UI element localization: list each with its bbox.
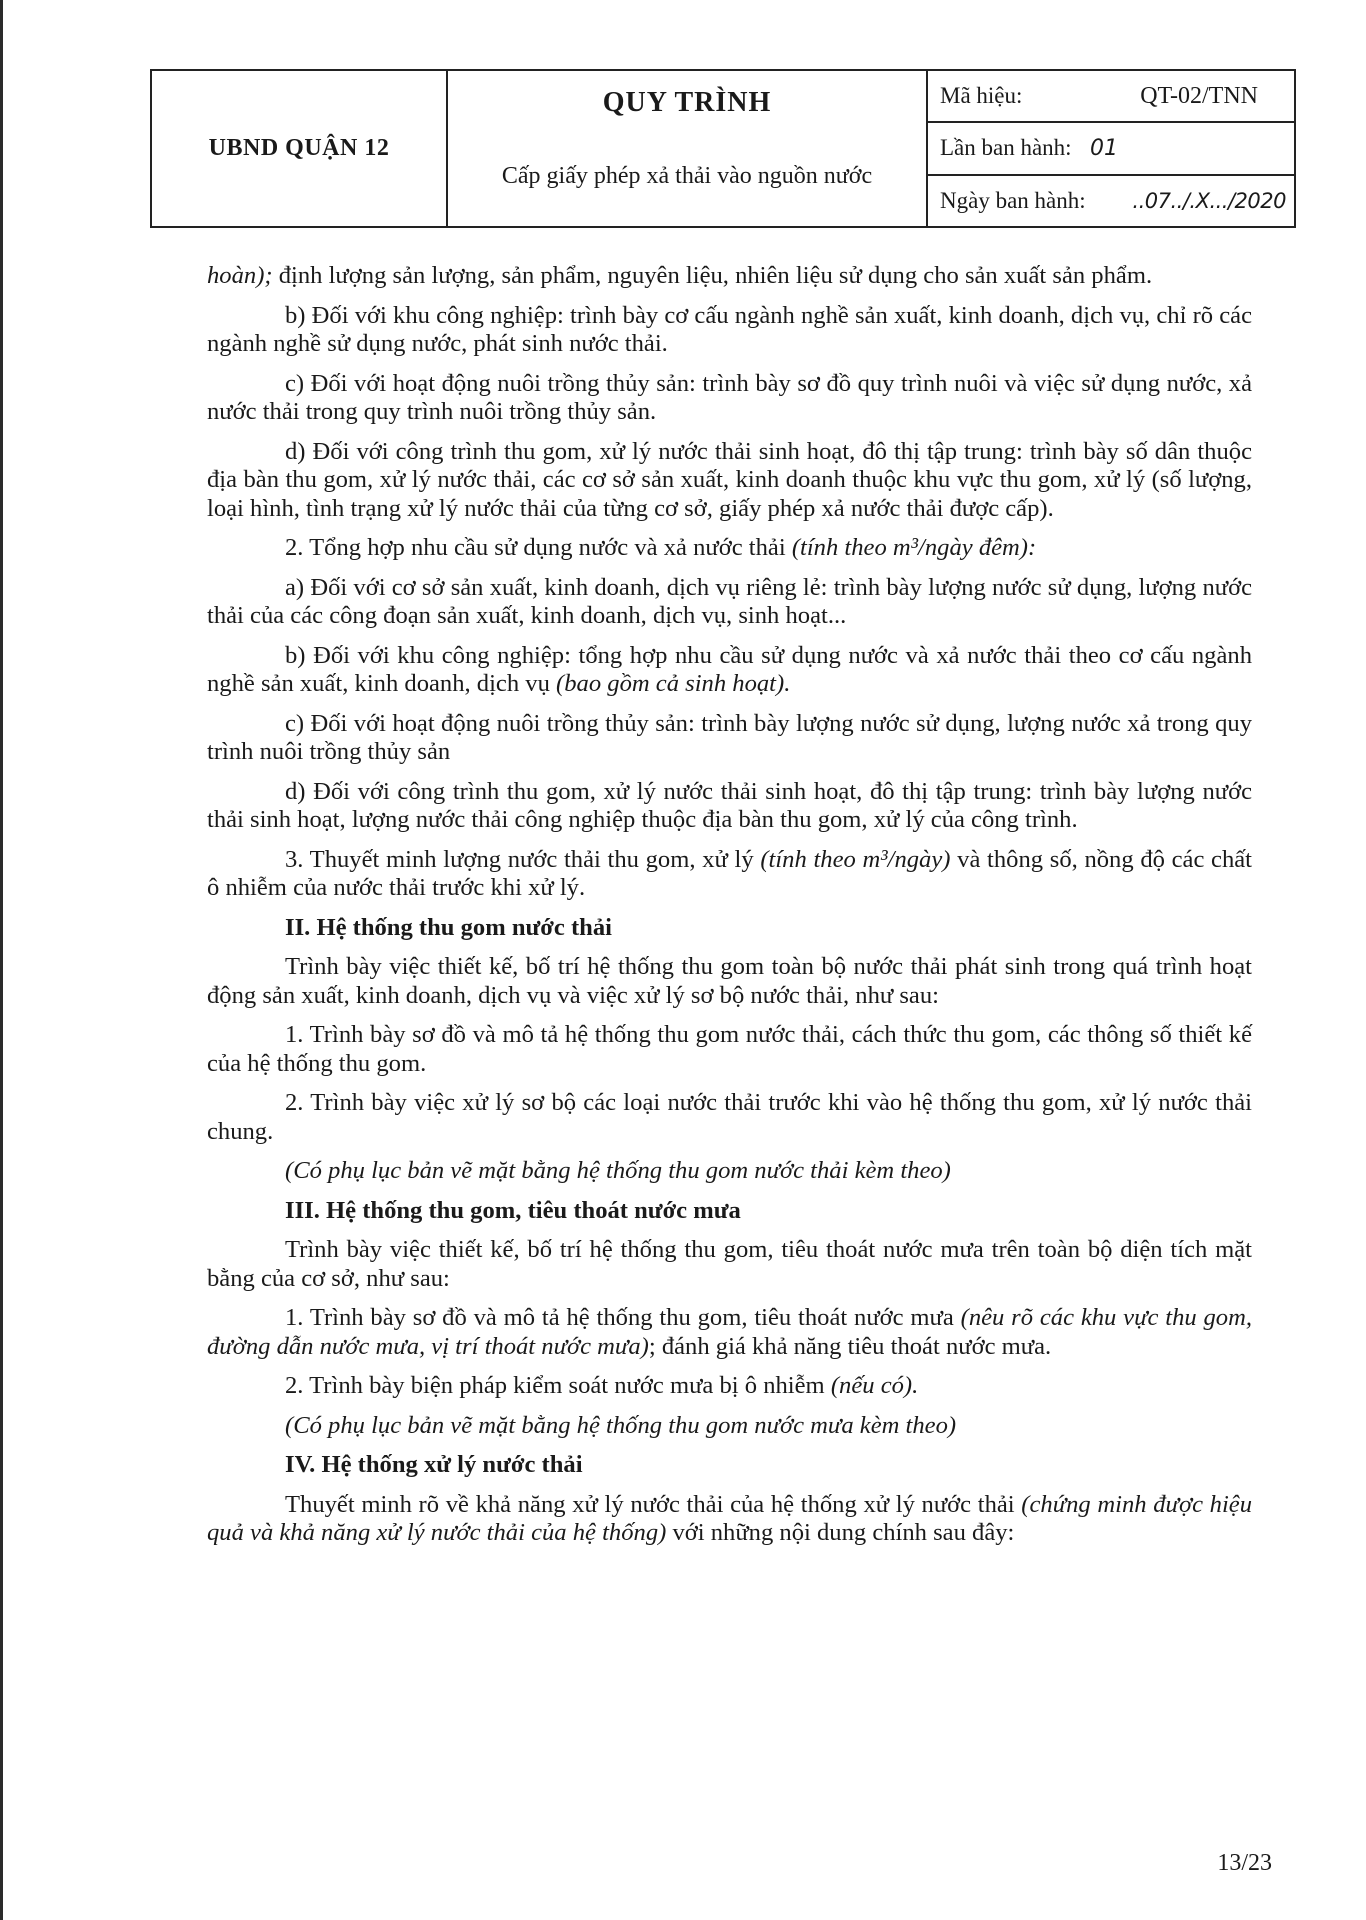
code-row	[928, 71, 1294, 123]
text-run: 3. Thuyết minh lượng nước thải thu gom, xử lý	[285, 845, 761, 873]
text-run: với những nội dung chính sau đây:	[666, 1519, 1015, 1546]
text-run: hoàn);	[207, 262, 273, 289]
text-run: ; đánh giá khả năng tiêu thoát nước mưa.	[648, 1332, 1052, 1360]
text-run: định lượng sản lượng, sản phẩm, nguyên liệu, nhiên liệu sử dụng cho sản xuất sản phẩm.	[272, 262, 1153, 289]
text-run: 1. Trình bày sơ đồ và mô tả hệ thống thu gom nước thải, cách thức thu gom, các thông số thiết kế của hệ thống thu gom.	[207, 1021, 1252, 1077]
document-header	[150, 69, 1296, 228]
text-run: (tính theo m³/ngày)	[760, 845, 951, 873]
text-run: và thông số, nồng độ các chất ô nhiễm của nước thải trước khi xử lý.	[207, 845, 1253, 901]
text-run: IV. Hệ thống xử lý nước thải	[285, 1451, 583, 1478]
body-paragraph	[207, 778, 1252, 835]
section-heading	[207, 1451, 1252, 1480]
body-paragraph	[207, 1236, 1252, 1293]
organization-name: UBND QUẬN 12	[152, 71, 448, 226]
code-value: QT-02/TNN	[1140, 82, 1258, 109]
text-run: III. Hệ thống thu gom, tiêu thoát nước mưa	[285, 1196, 741, 1224]
document-subtitle: Cấp giấy phép xả thải vào nguồn nước	[501, 163, 873, 189]
text-run: 2. Trình bày việc xử lý sơ bộ các loại nước thải trước khi vào hệ thống thu gom, xử lý nước thải chung.	[207, 1089, 1252, 1145]
text-run: (nêu rõ các khu vực thu gom, đường dẫn nước mưa, vị trí thoát nước mưa)	[207, 1304, 1252, 1360]
page-left-edge	[0, 0, 3, 1920]
text-run: c) Đối với hoạt động nuôi trồng thủy sản: trình bày sơ đồ quy trình nuôi và việc sử dụng nước, xả nước thải trong quy trình nuôi trồng thủy sản.	[207, 369, 1252, 425]
body-paragraph	[207, 1089, 1252, 1146]
section-heading	[207, 1197, 1252, 1226]
text-run: Trình bày việc thiết kế, bố trí hệ thống thu gom toàn bộ nước thải phát sinh trong quá trình hoạt động sản xuất, kinh doanh, dịch vụ và việc xử lý sơ bộ nước thải, như sau:	[207, 953, 1252, 1009]
text-run: 2. Trình bày biện pháp kiểm soát nước mưa bị ô nhiễm	[285, 1372, 831, 1399]
version-label: Lần ban hành:	[940, 135, 1072, 161]
body-paragraph	[207, 370, 1252, 427]
body-paragraph	[207, 1491, 1252, 1548]
header-title-cell	[448, 71, 928, 226]
document-title: QUY TRÌNH	[602, 87, 772, 118]
version-row	[928, 123, 1294, 175]
text-run: d) Đối với công trình thu gom, xử lý nước thải sinh hoạt, đô thị tập trung: trình bày số dân thuộc địa bàn thu gom, xử lý nước thải, các cơ sở sản xuất, kinh doanh thuộc khu vực thu gom, xử lý (số lượng, loại hình, tình trạng xử lý nước thải của từng cơ sở, giấy phép xả nước thải được cấp).	[207, 437, 1252, 522]
body-paragraph	[207, 710, 1252, 767]
text-run: II. Hệ thống thu gom nước thải	[285, 913, 612, 941]
section-heading	[207, 914, 1252, 943]
text-run: b) Đối với khu công nghiệp: tổng hợp nhu cầu sử dụng nước và xả nước thải theo cơ cấu ngành nghề sản xuất, kinh doanh, dịch vụ	[207, 641, 1252, 697]
body-paragraph	[207, 1157, 1252, 1186]
text-run: 2. Tổng hợp nhu cầu sử dụng nước và xả nước thải	[285, 534, 792, 561]
text-run: (chứng minh được hiệu quả và khả năng xử lý nước thải của hệ thống)	[207, 1490, 1252, 1546]
text-run: (tính theo m³/ngày đêm):	[791, 534, 1037, 561]
body-paragraph	[207, 953, 1252, 1010]
text-run: b) Đối với khu công nghiệp: trình bày cơ cấu ngành nghề sản xuất, kinh doanh, dịch vụ, chỉ rõ các ngành nghề sử dụng nước, phát sinh nước thải.	[207, 301, 1252, 357]
body-paragraph	[207, 534, 1252, 563]
body-paragraph	[207, 1372, 1252, 1401]
body-paragraph	[207, 1021, 1252, 1078]
text-run: 1. Trình bày sơ đồ và mô tả hệ thống thu gom, tiêu thoát nước mưa	[285, 1304, 961, 1331]
body-paragraph	[207, 1304, 1252, 1361]
body-paragraph	[207, 1412, 1252, 1441]
document-body	[207, 262, 1252, 1559]
date-label: Ngày ban hành:	[940, 187, 1086, 213]
text-run: (bao gồm cả sinh hoạt).	[556, 670, 791, 697]
text-run: (nếu có).	[830, 1372, 919, 1399]
date-row	[928, 176, 1294, 226]
text-run: a) Đối với cơ sở sản xuất, kinh doanh, dịch vụ riêng lẻ: trình bày lượng nước sử dụng, lượng nước thải của các công đoạn sản xuất, kinh doanh, dịch vụ, sinh hoạt...	[207, 573, 1252, 629]
body-paragraph	[207, 574, 1252, 631]
header-meta-cell	[928, 71, 1294, 226]
text-run: (Có phụ lục bản vẽ mặt bằng hệ thống thu gom nước thải kèm theo)	[285, 1157, 951, 1184]
body-paragraph	[207, 642, 1252, 699]
code-label: Mã hiệu:	[940, 83, 1023, 109]
body-paragraph	[207, 438, 1252, 524]
version-value: 01	[1090, 135, 1118, 161]
text-run: Thuyết minh rõ về khả năng xử lý nước thải của hệ thống xử lý nước thải	[285, 1490, 1022, 1518]
page-number: 13/23	[1217, 1850, 1272, 1876]
body-paragraph	[207, 262, 1252, 291]
date-value: ..07../.X.../2020	[1132, 188, 1286, 213]
text-run: c) Đối với hoạt động nuôi trồng thủy sản: trình bày lượng nước sử dụng, lượng nước xả trong quy trình nuôi trồng thủy sản	[207, 709, 1252, 765]
body-paragraph	[207, 846, 1252, 903]
text-run: Trình bày việc thiết kế, bố trí hệ thống thu gom, tiêu thoát nước mưa trên toàn bộ diện tích mặt bằng của cơ sở, như sau:	[207, 1236, 1252, 1292]
body-paragraph	[207, 302, 1252, 359]
text-run: (Có phụ lục bản vẽ mặt bằng hệ thống thu gom nước mưa kèm theo)	[285, 1411, 957, 1439]
text-run: d) Đối với công trình thu gom, xử lý nước thải sinh hoạt, đô thị tập trung: trình bày lượng nước thải sinh hoạt, lượng nước thải công nghiệp thuộc địa bàn thu gom, xử lý của công trình.	[207, 777, 1252, 833]
